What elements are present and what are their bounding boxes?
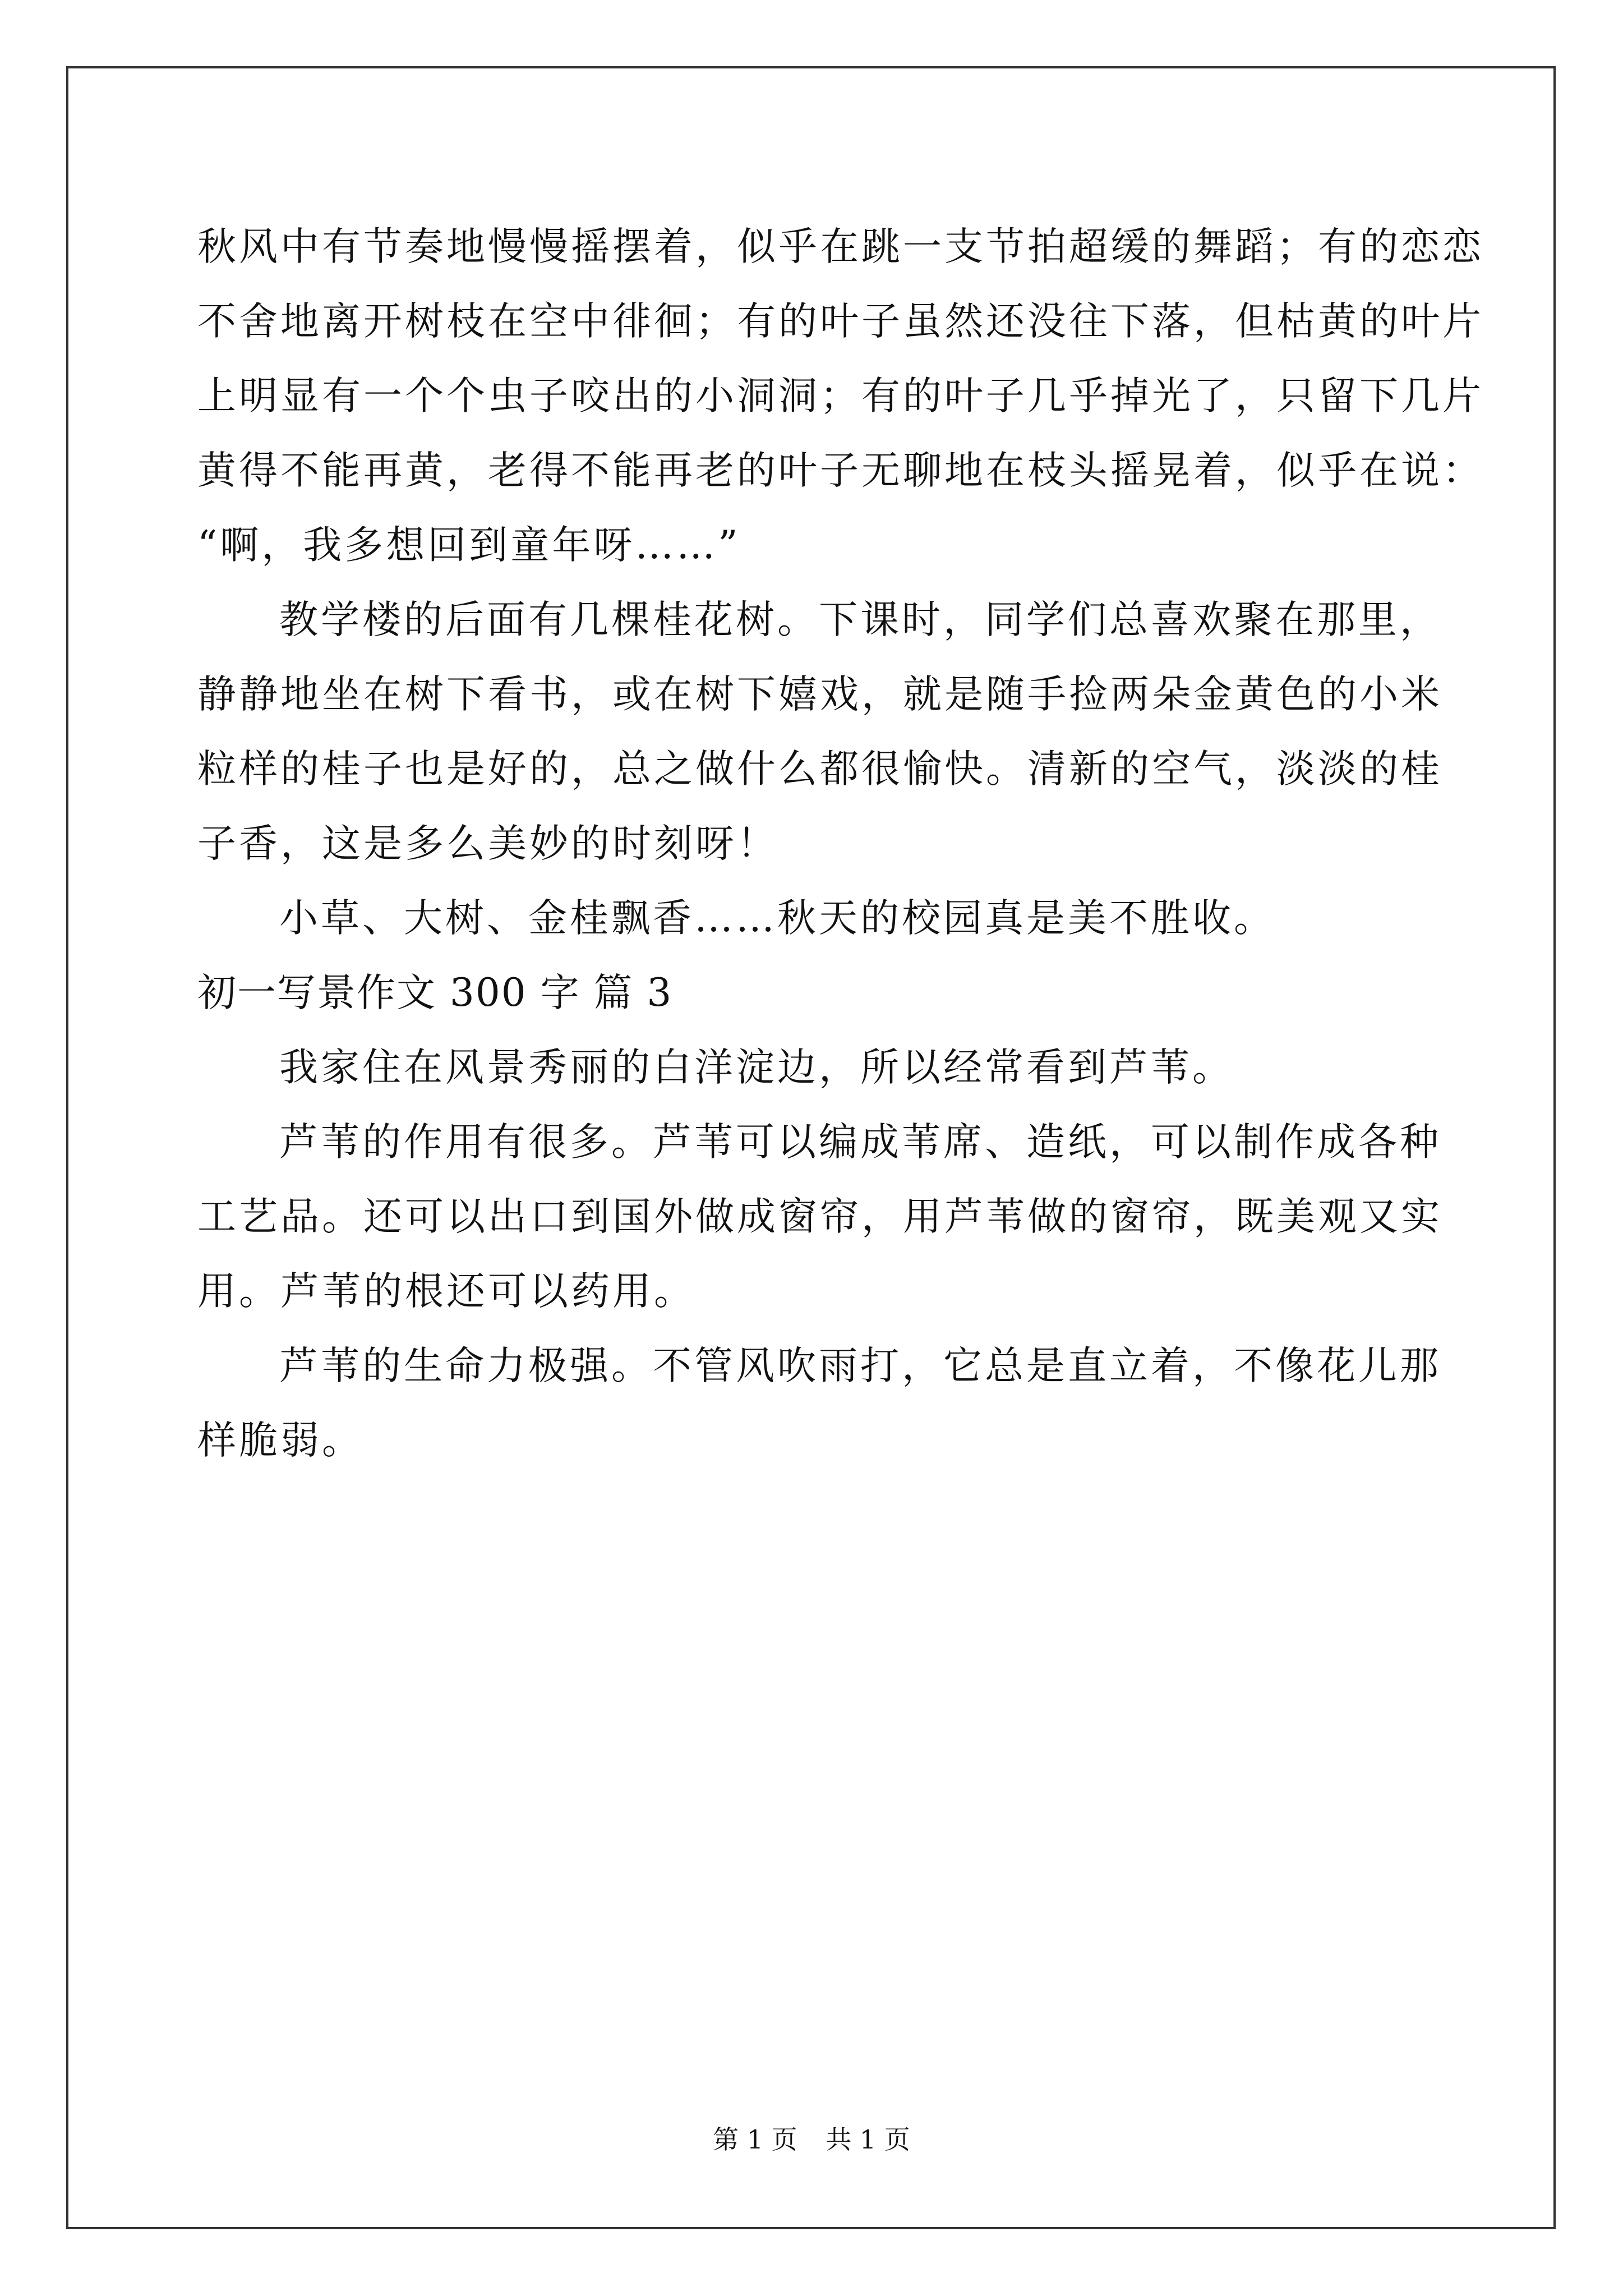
paragraph-line: 我家住在风景秀丽的白洋淀边，所以经常看到芦苇。: [279, 1045, 1234, 1090]
paragraph-line: 样脆弱。: [197, 1418, 363, 1463]
paragraph-line: 教学楼的后面有几棵桂花树。下课时，同学们总喜欢聚在那里，: [279, 597, 1441, 642]
page-total: 共 1 页: [826, 2124, 910, 2155]
paragraph-line: 工艺品。还可以出口到国外做成窗帘，用芦苇做的窗帘，既美观又实: [197, 1194, 1442, 1239]
section-heading: 初一写景作文 300 字 篇 3: [197, 970, 673, 1015]
paragraph-line: 用。芦苇的根还可以药用。: [197, 1269, 695, 1314]
page-footer: [0, 2123, 1623, 2156]
paragraph-line: 上明显有一个个虫子咬出的小洞洞；有的叶子几乎掉光了，只留下几片: [197, 374, 1484, 418]
paragraph-line: “啊，我多想回到童年呀……”: [197, 523, 741, 568]
paragraph-line: 秋风中有节奏地慢慢摇摆着，似乎在跳一支节拍超缓的舞蹈；有的恋恋: [197, 224, 1484, 269]
paragraph-line: 小草、大树、金桂飘香……秋天的校园真是美不胜收。: [279, 896, 1275, 941]
paragraph-line: 粒样的桂子也是好的，总之做什么都很愉快。清新的空气，淡淡的桂: [197, 747, 1442, 792]
paragraph-line: 芦苇的生命力极强。不管风吹雨打，它总是直立着，不像花儿那: [279, 1343, 1441, 1388]
paragraph-line: 不舍地离开树枝在空中徘徊；有的叶子虽然还没往下落，但枯黄的叶片: [197, 299, 1484, 344]
paragraph-line: 静静地坐在树下看书，或在树下嬉戏，就是随手捡两朵金黄色的小米: [197, 672, 1442, 717]
paragraph-line: 芦苇的作用有很多。芦苇可以编成苇席、造纸，可以制作成各种: [279, 1120, 1441, 1165]
page-number: 第 1 页: [713, 2124, 797, 2155]
paragraph-line: 子香，这是多么美妙的时刻呀！: [197, 821, 778, 866]
paragraph-line: 黄得不能再黄，老得不能再老的叶子无聊地在枝头摇晃着，似乎在说：: [197, 448, 1484, 493]
